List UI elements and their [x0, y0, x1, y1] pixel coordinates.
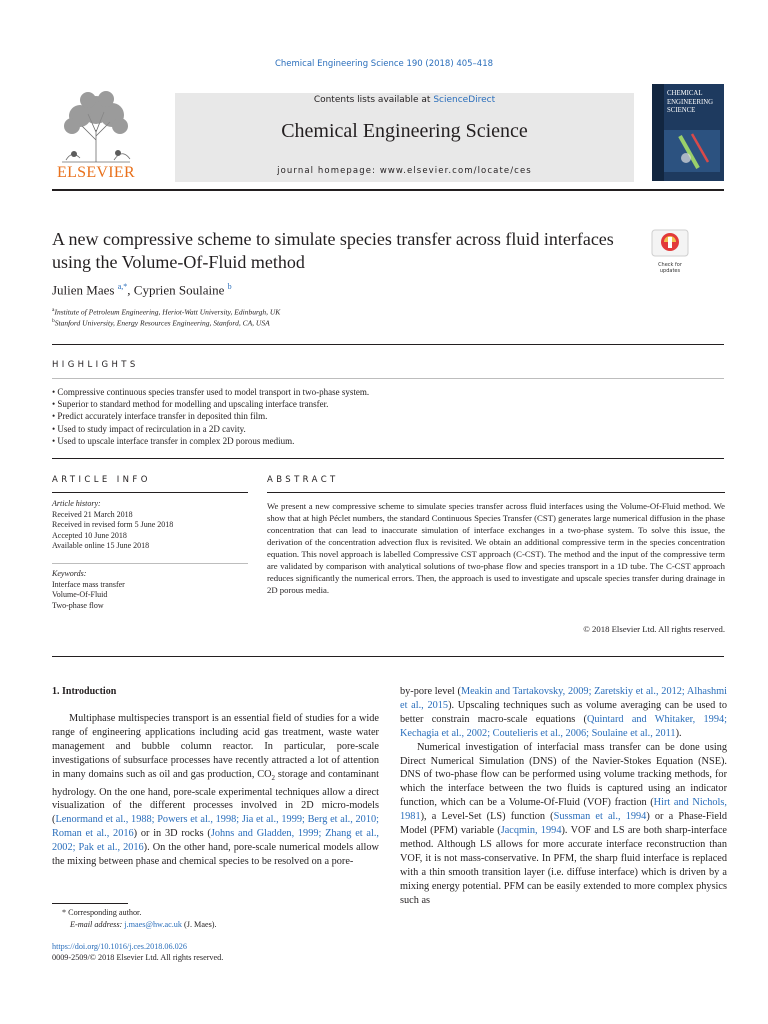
- author-name: Julien Maes: [52, 282, 115, 298]
- cover-title: CHEMICAL ENGINEERING SCIENCE: [667, 90, 714, 114]
- keyword-item[interactable]: Two-phase flow: [52, 600, 104, 610]
- journal-homepage[interactable]: journal homepage: www.elsevier.com/locate/ces: [277, 166, 532, 176]
- highlight-item: • Predict accurately interface transfer in deposited thin film.: [52, 411, 268, 422]
- header-divider: [52, 189, 724, 191]
- journal-reference-link[interactable]: Chemical Engineering Science 190 (2018) 405–418: [274, 59, 494, 69]
- highlight-item: • Superior to standard method for modelling and upscaling interface transfer.: [52, 399, 329, 410]
- body-column-right: [400, 685, 727, 908]
- affiliation-b: [52, 318, 270, 328]
- history-accepted: Accepted 10 June 2018: [52, 530, 127, 540]
- introduction-heading: 1. Introduction: [52, 686, 117, 697]
- affiliation-a: [52, 307, 280, 317]
- keywords-rule: [52, 563, 248, 564]
- abstract-copyright: © 2018 Elsevier Ltd. All rights reserved.: [583, 624, 725, 634]
- issn-copyright: 0009-2509/© 2018 Elsevier Ltd. All rights reserved.: [52, 953, 224, 962]
- abstract-text: We present a new compressive scheme to simulate species transfer across fluid interfaces using the Volume-Of-Fluid method. We show that at high Péclet numbers, the standard Continuous Species Transfer (CST) generates large numerical diffusion in the phase concentration that can lead to inaccurate simulation of interface exchanges in a two-phase system. To solve this issue, the derivation of the concentration advection flux is revisited. We obtain an additional compressive term in the species concentration equation. This novel approach is labelled Compressive CST approach (C-CST). The method and the input of the compressive term are validated by comparison with analytical solutions of two-phase flow and species transport in a 1D tube. The C-CST approach reduces significantly the numerical errors. Then, the approach is used to investigate and upscale species transfer during drainage in 2D porous media.: [267, 501, 725, 595]
- affiliation-marker: b: [52, 318, 55, 324]
- affiliation-text: Institute of Petroleum Engineering, Heriot-Watt University, Edinburgh, UK: [54, 307, 281, 317]
- author-affiliation-marker[interactable]: a,*: [117, 282, 128, 291]
- body-column-left: [52, 712, 379, 869]
- article-info-rule: [52, 492, 248, 493]
- highlights-list: [52, 386, 652, 447]
- citation-link[interactable]: Hirt and Nichols, 1981: [400, 797, 727, 823]
- affiliation-marker: a: [52, 307, 55, 313]
- author-name: Cyprien Soulaine: [133, 282, 225, 298]
- footnote-text: Corresponding author.: [68, 908, 142, 917]
- keywords-label: Keywords:: [52, 569, 87, 578]
- abstract-rule: [267, 492, 725, 493]
- citation-link[interactable]: Jacqmin, 1994: [500, 825, 562, 837]
- highlights-rule: [52, 378, 724, 379]
- citation-link[interactable]: Quintard and Whitaker, 1994; Kechagia et al., 2002; Coutelieris et al., 2006; Soulaine et al., 2011: [400, 713, 727, 739]
- journal-title: Chemical Engineering Science: [281, 120, 528, 142]
- check-for-updates-badge[interactable]: [651, 229, 689, 274]
- abstract-heading: ABSTRACT: [267, 475, 339, 485]
- email-label: E-mail address:: [70, 920, 123, 929]
- subscript: 2: [271, 773, 276, 782]
- footnote-rule: [52, 903, 128, 904]
- affiliation-text: Stanford University, Energy Resources Engineering, Stanford, CA, USA: [54, 318, 270, 328]
- elsevier-wordmark[interactable]: ELSEVIER: [57, 164, 135, 181]
- keyword-item[interactable]: Interface mass transfer: [52, 579, 125, 589]
- history-revised: Received in revised form 5 June 2018: [52, 520, 174, 530]
- abstract-divider: [52, 656, 724, 657]
- contents-prefix: Contents lists available at: [313, 95, 434, 105]
- email-suffix: (J. Maes).: [182, 920, 217, 929]
- intro-paragraph-continued: by-pore level (Meakin and Tartakovsky, 2009; Zaretskiy et al., 2012; Alhashmi et al., 2015). Upscaling techniques such as volume averaging can be used to better constrain macro-scale equations (Quintard and Whitaker, 1994; Kechagia et al., 2002; Coutelieris et al., 2006; Soulaine et al., 2011).: [400, 686, 727, 739]
- citation-link[interactable]: Sussman et al., 1994: [553, 811, 647, 823]
- sciencedirect-link[interactable]: ScienceDirect: [433, 95, 496, 105]
- history-received: Received 21 March 2018: [52, 509, 133, 519]
- cover-spine: [652, 84, 664, 181]
- article-title: A new compressive scheme to simulate species transfer across fluid interfaces using the Volume-Of-Fluid method: [52, 229, 614, 272]
- contents-line: [175, 95, 634, 105]
- highlight-item: • Used to study impact of recirculation in a 2D cavity.: [52, 423, 246, 434]
- title-divider: [52, 344, 724, 345]
- article-info-heading: ARTICLE INFO: [52, 475, 151, 485]
- history-label: Article history:: [52, 499, 101, 508]
- citation-link[interactable]: Meakin and Tartakovsky, 2009; Zaretskiy et al., 2012; Alhashmi et al., 2015: [400, 686, 727, 711]
- article-history: [52, 499, 248, 552]
- intro-paragraph: Multiphase multispecies transport is an essential field of studies for a wide range of engineering applications including acid gas treatment, waste water management and bubble column reactor. In particular, pore-scale investigations of subsurface processes have recently attracted a lot of attention in many domains such as oil and gas production, $CO_2$ storage and contaminant hydrology. On the one hand, pore-scale experimental techniques allow a direct visualization of the different processes involved in 2D micro-models (Lenormand et al., 1988; Powers et al., 1998; Jia et al., 1999; Berg et al., 2010; Roman et al., 2016) or in 3D rocks (Johns and Gladden, 1999; Zhang et al., 2002; Pak et al., 2016). On the other hand, pore-scale numerical models allow the mixing between phase and chemical species to be resolved on a pore-: [52, 713, 379, 868]
- crossmark-line-2: updates: [659, 268, 681, 274]
- author-list: Julien Maes $^{a,*}$, Cyprien Soulaine $^b$: [52, 282, 232, 298]
- highlight-item: • Used to upscale interface transfer in complex 2D porous medium.: [52, 435, 295, 446]
- keywords-block: [52, 569, 248, 611]
- footnote-star: *: [62, 908, 67, 917]
- keyword-item[interactable]: Volume-Of-Fluid: [52, 590, 108, 600]
- highlight-item: • Compressive continuous species transfer used to model transport in two-phase system.: [52, 387, 370, 397]
- intro-paragraph: Numerical investigation of interfacial mass transfer can be done using Direct Numerical Simulation (DNS) of the Navier-Stokes Equation (NSE). DNS of two-phase flow can be performed using volume tracking methods, for which the interface between the two fluids is captured using an indicator function, which can be a Volume-Of-Fluid (VOF) fraction (Hirt and Nichols, 1981), a Level-Set (LS) function (Sussman et al., 1994) or a Phase-Field Model (PFM) variable (Jacqmin, 1994). VOF and LS are both sharp-interface method. Although LS allows for more accurate interface reconstruction than VOF, it is not mass-conservative. In PFM, the sharp fluid interface is replaced with a thin smooth transition layer (i.e. diffuse interface) which is driven by a mixing energy potential. PFM can be easily extended to more complex physics such as: [400, 741, 727, 906]
- crossmark-line-1: Check for: [658, 262, 682, 268]
- highlights-divider: [52, 458, 724, 459]
- email-note: [52, 919, 217, 930]
- doi-link[interactable]: https://doi.org/10.1016/j.ces.2018.06.026: [52, 942, 187, 951]
- email-link[interactable]: j.maes@hw.ac.uk: [124, 920, 182, 929]
- citation-link[interactable]: Johns and Gladden, 1999; Zhang et al., 2002; Pak et al., 2016: [52, 828, 379, 854]
- highlights-heading: HIGHLIGHTS: [52, 360, 139, 370]
- citation-link[interactable]: Lenormand et al., 1988; Powers et al., 1998; Jia et al., 1999; Berg et al., 2010; Roman et al., 2016: [52, 814, 379, 840]
- corresponding-author-note: [52, 907, 141, 918]
- history-online: Available online 15 June 2018: [52, 541, 150, 551]
- author-affiliation-marker[interactable]: b: [227, 282, 232, 291]
